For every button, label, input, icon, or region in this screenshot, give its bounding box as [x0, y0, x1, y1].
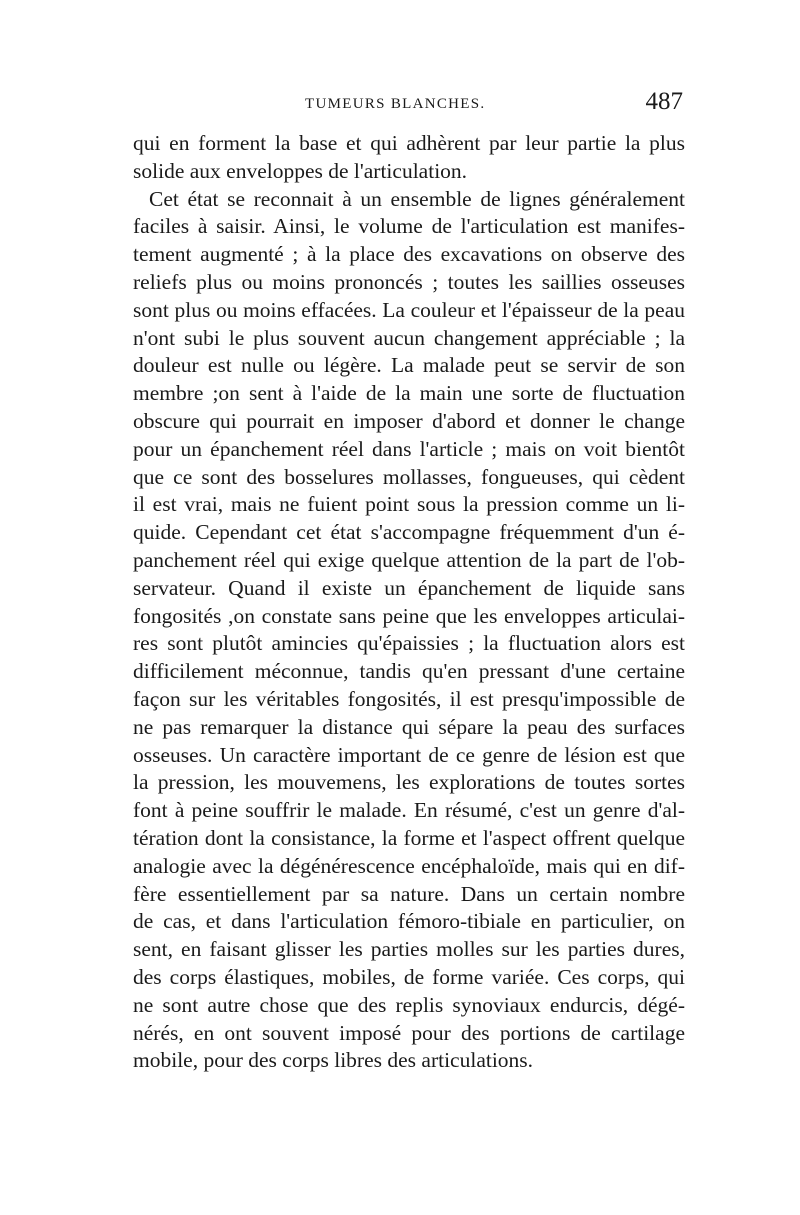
text-line: analogie avec la dégénérescence encéphaloïde, mais qui en dif-: [133, 853, 685, 878]
text-line: tération dont la consistance, la forme et l'aspect offrent quelque: [133, 825, 685, 850]
text-line: sent, en faisant glisser les parties molles sur les parties dures,: [133, 937, 685, 962]
text-line: il est vrai, mais ne fuient point sous la pression comme un li-: [133, 492, 685, 517]
text-line: fère essentiellement par sa nature. Dans un certain nombre: [133, 881, 685, 906]
text-line: res sont plutôt amincies qu'épaissies ; la fluctuation alors est: [133, 631, 685, 656]
text-line: ne sont autre chose que des replis synoviaux endurcis, dégé-: [133, 992, 685, 1017]
text-line: douleur est nulle ou légère. La malade peut se servir de son: [133, 353, 685, 378]
text-line: servateur. Quand il existe un épanchement de liquide sans: [133, 575, 685, 600]
text-line: osseuses. Un caractère important de ce genre de lésion est que: [133, 742, 685, 767]
text-line: reliefs plus ou moins prononcés ; toutes les saillies osseuses: [133, 269, 685, 294]
page-number: 487: [645, 88, 683, 115]
text-line: ne pas remarquer la distance qui sépare la peau des surfaces: [133, 714, 685, 739]
text-line: quide. Cependant cet état s'accompagne fréquemment d'un é-: [133, 520, 685, 545]
text-line: solide aux enveloppes de l'articulation.: [133, 158, 468, 183]
text-line: tement augmenté ; à la place des excavations on observe des: [133, 242, 685, 267]
text-line: panchement réel qui exige quelque attention de la part de l'ob-: [133, 547, 685, 572]
text-line: faciles à saisir. Ainsi, le volume de l'articulation est manifes-: [133, 214, 685, 239]
text-line: pour un épanchement réel dans l'article ; mais on voit bientôt: [133, 436, 685, 461]
text-line: n'ont subi le plus souvent aucun changement appréciable ; la: [133, 325, 685, 350]
text-line: que ce sont des bosselures mollasses, fongueuses, qui cèdent: [133, 464, 685, 489]
text-line: membre ;on sent à l'aide de la main une sorte de fluctuation: [133, 381, 685, 406]
text-line: difficilement méconnue, tandis qu'en pressant d'une certaine: [133, 659, 685, 684]
text-line: nérés, en ont souvent imposé pour des portions de cartilage: [133, 1020, 685, 1045]
text-line: font à peine souffrir le malade. En résumé, c'est un genre d'al-: [133, 798, 685, 823]
text-line: fongosités ,on constate sans peine que les enveloppes articulai-: [133, 603, 685, 628]
running-title: TUMEURS BLANCHES.: [305, 96, 486, 112]
text-line: qui en forment la base et qui adhèrent par leur partie la plus: [133, 131, 685, 155]
text-line: de cas, et dans l'articulation fémoro-tibiale en particulier, on: [133, 909, 685, 934]
running-head: [133, 88, 685, 122]
text-line: sont plus ou moins effacées. La couleur et l'épaisseur de la peau: [133, 297, 685, 322]
text-line: façon sur les véritables fongosités, il est presqu'impossible de: [133, 686, 685, 711]
text-line: Cet état se reconnait à un ensemble de lignes généralement: [149, 186, 685, 211]
body-text: [133, 130, 685, 1075]
text-line: des corps élastiques, mobiles, de forme variée. Ces corps, qui: [133, 964, 685, 989]
text-line: obscure qui pourrait en imposer d'abord et donner le change: [133, 408, 685, 433]
text-line: mobile, pour des corps libres des articulations.: [133, 1048, 534, 1073]
text-line: la pression, les mouvemens, les explorations de toutes sortes: [133, 770, 685, 795]
